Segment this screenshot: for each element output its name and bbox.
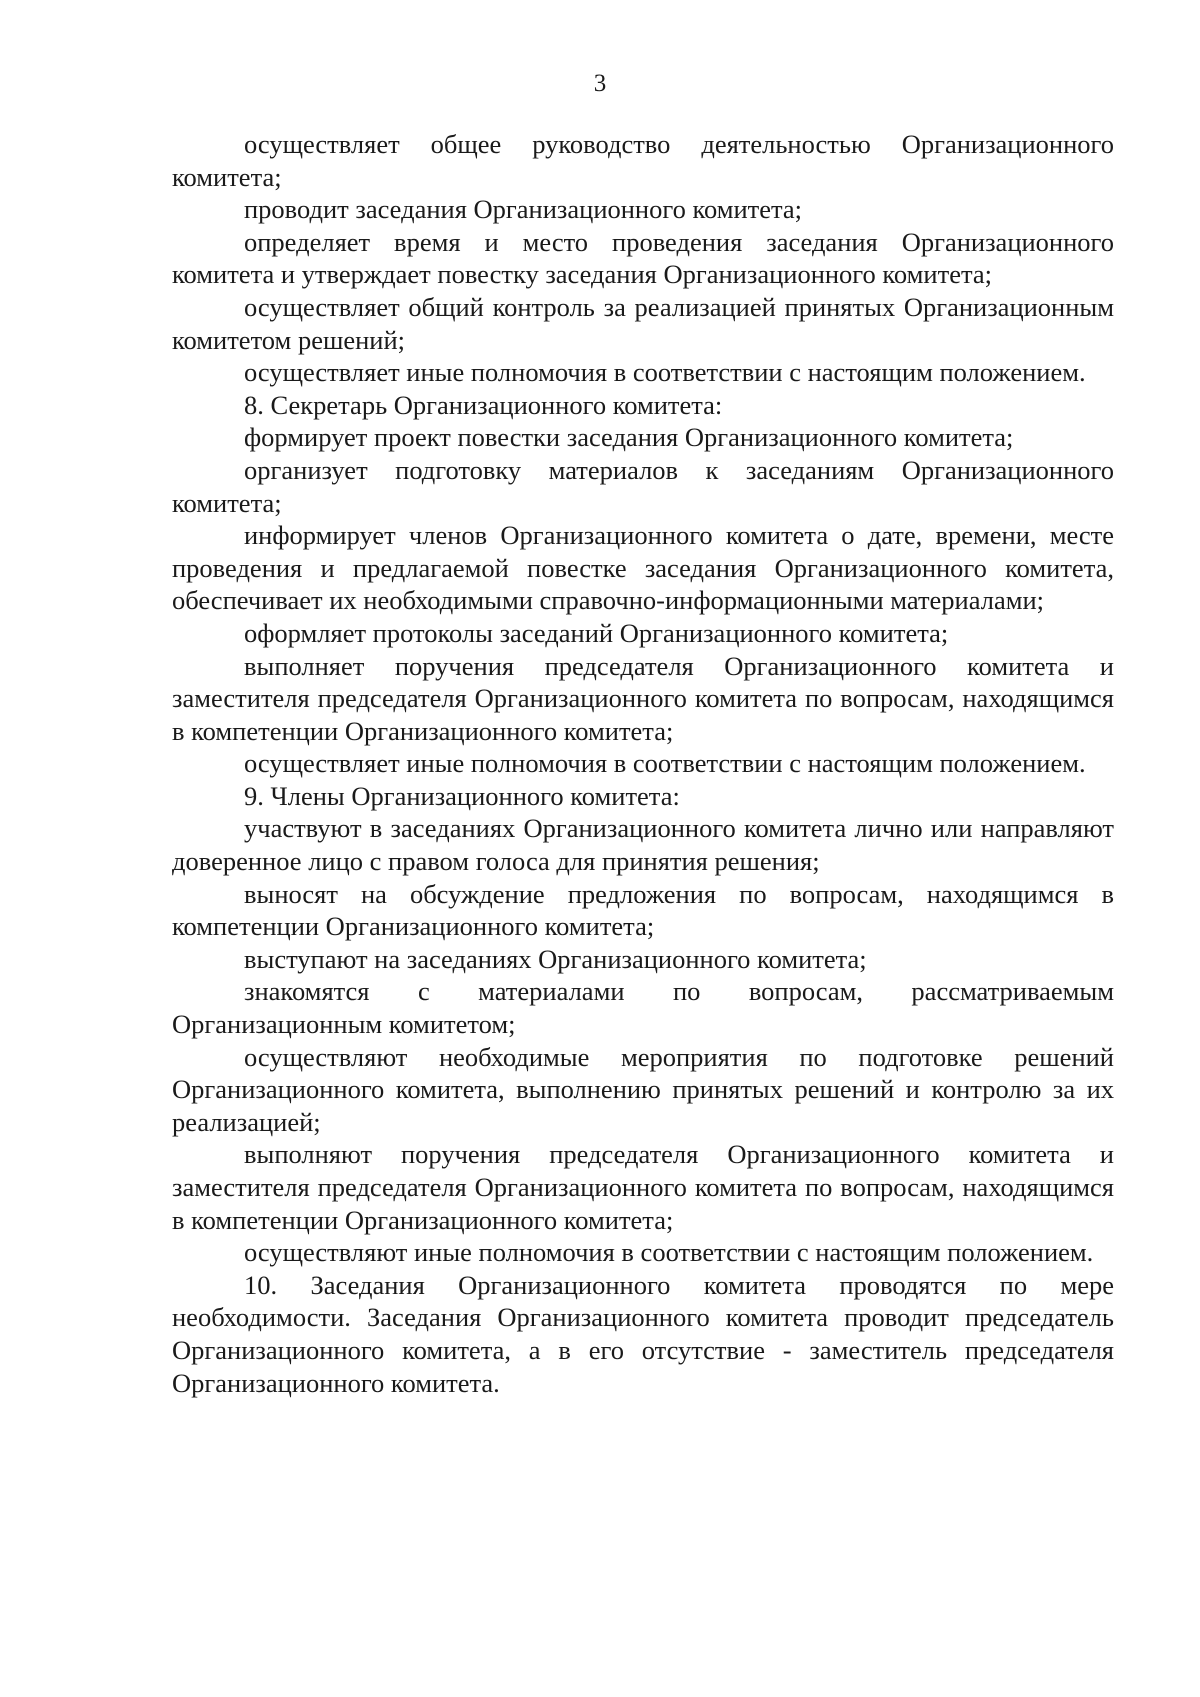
section-heading-secretary: 8. Секретарь Организационного комитета: xyxy=(244,389,723,420)
paragraph-member-duty-7: осуществляют иные полномочия в соответствии с настоящим положением. xyxy=(244,1237,1094,1268)
section-meetings: 10. Заседания Организационного комитета проводятся по мере необходимости. Заседания Организационного комитета проводит председатель Организационного комитета, а в его отсутствие - заместитель председателя Организационного комитета. xyxy=(172,1269,1114,1398)
page-number: 3 xyxy=(593,70,607,97)
paragraph-member-duty-4: знакомятся с материалами по вопросам, рассматриваемым Организационным комитетом; xyxy=(172,976,1114,1040)
paragraph-chair-duty-4: осуществляет общий контроль за реализацией принятых Организационным комитетом решений; xyxy=(172,291,1114,355)
paragraph-chair-duty-5: осуществляет иные полномочия в соответствии с настоящим положением. xyxy=(244,357,1086,388)
paragraph-member-duty-3: выступают на заседаниях Организационного комитета; xyxy=(244,943,867,974)
paragraph-secretary-duty-6: осуществляет иные полномочия в соответствии с настоящим положением. xyxy=(244,748,1086,779)
paragraph-member-duty-5: осуществляют необходимые мероприятия по подготовке решений Организационного комитета, выполнению принятых решений и контролю за их реализацией; xyxy=(172,1041,1114,1137)
paragraph-member-duty-1: участвуют в заседаниях Организационного комитета лично или направляют доверенное лицо с правом голоса для принятия решения; xyxy=(172,813,1114,877)
paragraph-member-duty-2: выносят на обсуждение предложения по вопросам, находящимся в компетенции Организационного комитета; xyxy=(172,878,1114,942)
paragraph-member-duty-6: выполняют поручения председателя Организационного комитета и заместителя председателя Организационного комитета по вопросам, находящимся в компетенции Организационного комитета; xyxy=(172,1139,1114,1235)
document-body xyxy=(172,128,1114,1399)
paragraph-secretary-duty-3: информирует членов Организационного комитета о дате, времени, месте проведения и предлагаемой повестке заседания Организационного комитета, обеспечивает их необходимыми справочно-информационными материалами; xyxy=(172,520,1114,616)
paragraph-chair-duty-1: осуществляет общее руководство деятельностью Организационного комитета; xyxy=(172,129,1114,192)
paragraph-secretary-duty-1: формирует проект повестки заседания Организационного комитета; xyxy=(244,422,1014,453)
paragraph-secretary-duty-4: оформляет протоколы заседаний Организационного комитета; xyxy=(244,617,949,648)
section-heading-members: 9. Члены Организационного комитета: xyxy=(244,780,680,811)
paragraph-chair-duty-3: определяет время и место проведения заседания Организационного комитета и утверждает повестку заседания Организационного комитета; xyxy=(172,226,1114,290)
paragraph-secretary-duty-2: организует подготовку материалов к заседаниям Организационного комитета; xyxy=(172,454,1114,518)
paragraph-secretary-duty-5: выполняет поручения председателя Организационного комитета и заместителя председателя Организационного комитета по вопросам, находящимся в компетенции Организационного комитета; xyxy=(172,650,1114,746)
paragraph-chair-duty-2: проводит заседания Организационного комитета; xyxy=(244,194,803,225)
